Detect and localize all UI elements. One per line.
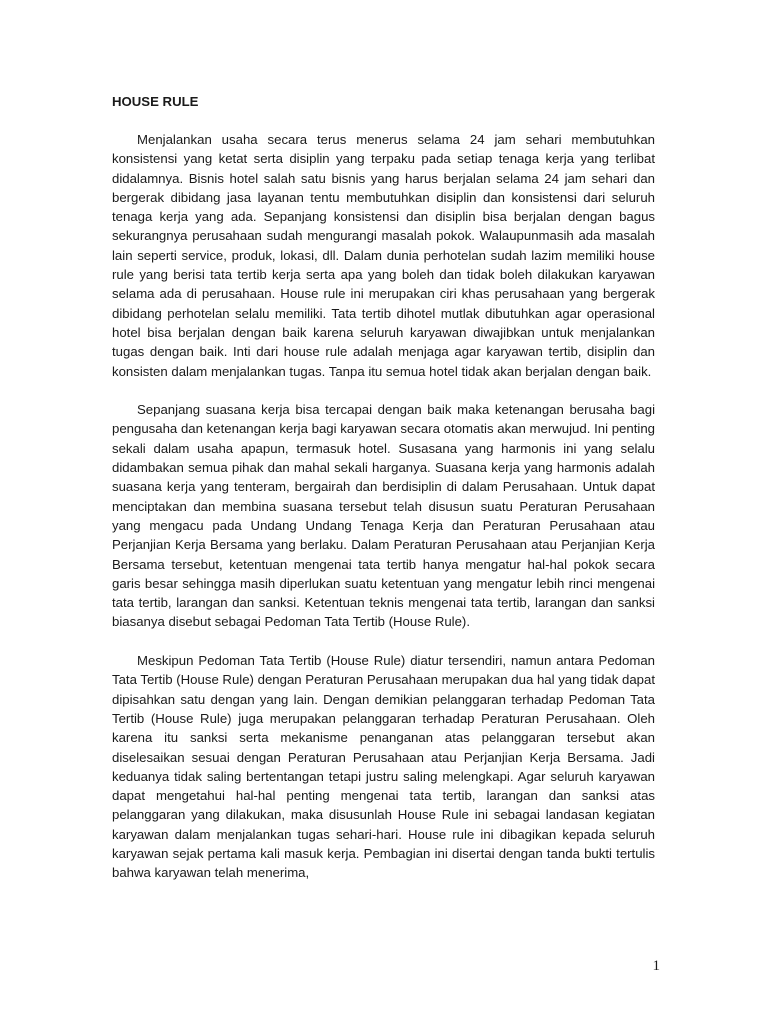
paragraph-1: Menjalankan usaha secara terus menerus selama 24 jam sehari membutuhkan konsistensi yang ketat serta disiplin yang terpaku pada setiap tenaga kerja yang terlibat didalamnya. Bisnis hotel salah satu bisnis yang harus berjalan selama 24 jam sehari dan bergerak dibidang jasa layanan tentu membutuhkan disiplin dan konsistensi dari seluruh tenaga kerja yang ada. Sepanjang konsistensi dan disiplin bisa berjalan dengan bagus sekurangnya perusahaan sudah mengurangi masalah pokok. Walaupunmasih ada masalah lain seperti service, produk, lokasi, dll. Dalam dunia perhotelan sudah lazim memiliki house rule yang berisi tata tertib kerja serta apa yang boleh dan tidak boleh dilakukan karyawan selama ada di perusahaan. House rule ini merupakan ciri khas perusahaan yang bergerak dibidang perhotelan selalu memiliki. Tata tertib dihotel mutlak dibutuhkan agar operasional hotel bisa berjalan dengan baik karena seluruh karyawan diwajibkan untuk menjalankan tugas dengan baik. Inti dari house rule adalah menjaga agar karyawan tertib, disiplin dan konsisten dalam menjalankan tugas. Tanpa itu semua hotel tidak akan berjalan dengan baik. [112, 132, 655, 379]
document-title: HOUSE RULE [112, 94, 199, 109]
document-body [112, 92, 655, 902]
page-number: 1 [652, 958, 660, 974]
paragraph-2: Sepanjang suasana kerja bisa tercapai dengan baik maka ketenangan berusaha bagi pengusaha dan ketenangan kerja bagi karyawan secara otomatis akan merwujud. Ini penting sekali dalam usaha apapun, termasuk hotel. Susasana yang harmonis ini yang selalu didambakan semua pihak dan mahal sekali harganya. Suasana kerja yang harmonis adalah suasana kerja yang tenteram, bergairah dan berdisiplin di dalam Perusahaan. Untuk dapat menciptakan dan membina suasana tersebut telah disusun suatu Peraturan Perusahaan yang mengacu pada Undang Undang Tenaga Kerja dan Peraturan Perusahaan atau Perjanjian Kerja Bersama yang berlaku. Dalam Peraturan Perusahaan atau Perjanjian Kerja Bersama tersebut, ketentuan mengenai tata tertib hanya mengatur hal-hal pokok secara garis besar sehingga masih diperlukan suatu ketentuan yang mengatur lebih rinci mengenai tata tertib, larangan dan sanksi. Ketentuan teknis mengenai tata tertib, larangan dan sanksi biasanya disebut sebagai Pedoman Tata Tertib (House Rule). [112, 402, 655, 630]
paragraph-3: Meskipun Pedoman Tata Tertib (House Rule) diatur tersendiri, namun antara Pedoman Tata Tertib (House Rule) dengan Peraturan Perusahaan merupakan dua hal yang tidak dapat dipisahkan satu dengan yang lain. Dengan demikian pelanggaran terhadap Pedoman Tata Tertib (House Rule) juga merupakan pelanggaran terhadap Peraturan Perusahaan. Oleh karena itu sanksi serta mekanisme penanganan atas pelanggaran tersebut akan diselesaikan sesuai dengan Peraturan Perusahaan atau Perjanjian Kerja Bersama. Jadi keduanya tidak saling bertentangan tetapi justru saling melengkapi. Agar seluruh karyawan dapat mengetahui hal-hal penting mengenai tata tertib, larangan dan sanksi atas pelanggaran yang dilakukan, maka disusunlah House Rule ini sebagai landasan kegiatan karyawan dalam menjalankan tugas sehari-hari. House rule ini dibagikan kepada seluruh karyawan sejak pertama kali masuk kerja. Pembagian ini disertai dengan tanda bukti tertulis bahwa karyawan telah menerima, [112, 653, 655, 881]
